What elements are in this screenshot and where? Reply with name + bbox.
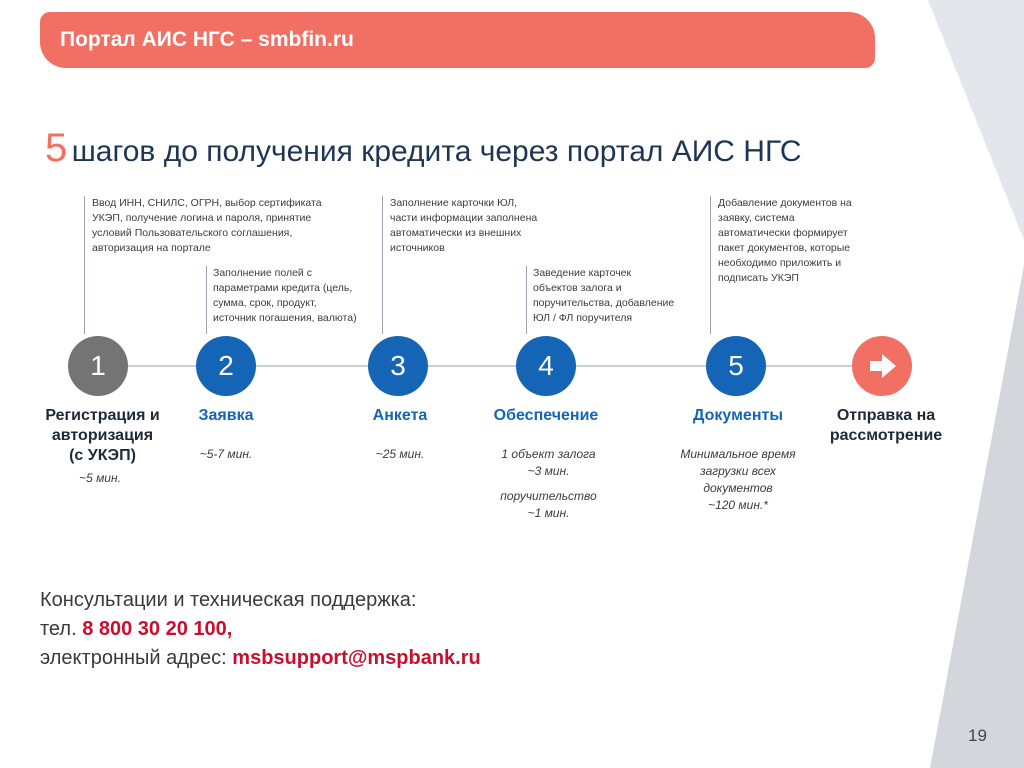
step-1-label: Регистрация и авторизация (с УКЭП) [45,407,160,464]
step-3-label: Анкета [372,407,428,424]
step-2-time: ~5-7 мин. [199,447,253,461]
email-prefix: электронный адрес: [40,647,233,669]
page-heading [45,126,802,171]
step-2-circle: 2 [196,336,256,396]
step-3-description: Заполнение карточки ЮЛ, части информации заполнена автоматически из внешних источников [390,197,538,254]
step-2-connector [206,266,207,334]
step-3-circle: 3 [368,336,428,396]
step-3-connector [382,196,383,334]
page-number: 19 [968,726,987,745]
step-1-circle: 1 [68,336,128,396]
step-1-description: Ввод ИНН, СНИЛС, ОГРН, выбор сертификата УКЭП, получение логина и пароля, принятие условий Пользовательского соглашения, авторизация на портале [92,197,322,254]
step-3-time: ~25 мин. [375,447,425,461]
step-1-time: ~5 мин. [79,471,121,485]
step-5-circle: 5 [706,336,766,396]
step-5-connector [710,196,711,334]
step-4-connector [526,266,527,334]
heading-text: шагов до получения кредита через портал АИС НГС [71,135,802,168]
support-email[interactable]: msbsupport@mspbank.ru [232,647,481,669]
arrow-right-icon [868,351,898,381]
step-5-label: Документы [693,407,783,424]
phone-prefix: тел. [40,618,83,640]
support-contacts [40,586,481,673]
step-4-circle: 4 [516,336,576,396]
support-caption: Консультации и техническая поддержка: [40,589,417,611]
step-1-connector [84,196,85,334]
step-4-description: Заведение карточек объектов залога и поручительства, добавление ЮЛ / ФЛ поручителя [533,267,675,324]
banner-title: Портал АИС НГС – smbfin.ru [60,28,354,51]
step-4-time: 1 объект залога ~3 мин. поручительство ~1 мин. [500,447,597,520]
step-2-description: Заполнение полей с параметрами кредита (цель, сумма, срок, продукт, источник погашения, валюта) [213,267,357,324]
final-step-label: Отправка на рассмотрение [829,407,943,444]
support-phone[interactable]: 8 800 30 20 100, [82,618,233,640]
step-5-time: Минимальное время загрузки всех документов ~120 мин.* [680,447,796,512]
final-step-circle [852,336,912,396]
step-5-description: Добавление документов на заявку, система автоматически формирует пакет документов, которые необходимо приложить и подписать УКЭП [718,197,852,284]
step-4-label: Обеспечение [493,407,599,424]
step-2-label: Заявка [198,407,254,424]
heading-number: 5 [45,126,68,170]
